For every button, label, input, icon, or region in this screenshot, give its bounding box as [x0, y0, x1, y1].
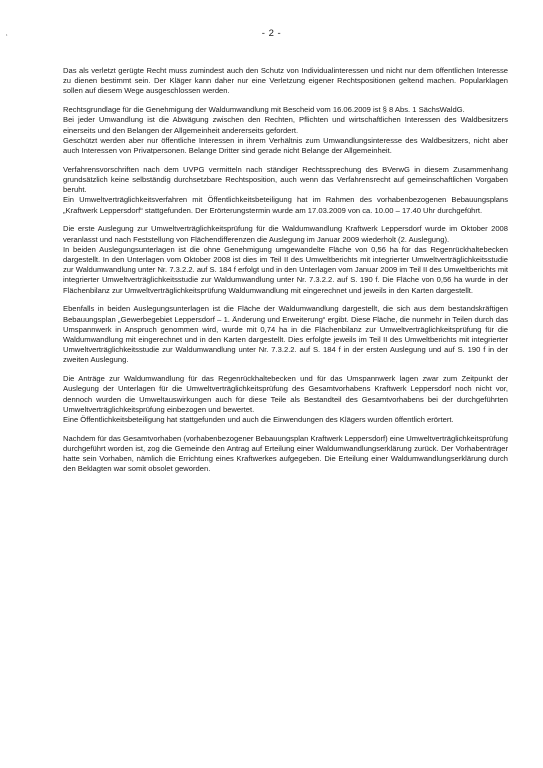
text-line: Verfahrensvorschriften nach dem UVPG vermitteln nach ständiger Rechtssprechung des BVerwG in diesem Zusammenhang grundsätzlich keine selbständig durchsetzbare Rechtsposition, auch wenn das Verfahrensrecht auf gemeinschaftlichen Vorgaben beruht.	[63, 164, 508, 195]
page-number: - 2 -	[261, 28, 282, 39]
text-line: Ein Umweltverträglichkeitsverfahren mit Öffentlichkeitsbeteiligung hat im Rahmen des vorhabenbezogenen Bebauungsplans „Kraftwerk Leppersdorf“ stattgefunden. Der Erörterungstermin wurde am 17.03.2009 von ca. 10.00 – 17.40 Uhr durchgeführt.	[63, 195, 508, 215]
text-line: Eine Öffentlichkeitsbeteiligung hat stattgefunden und auch die Einwendungen des Klägers wurden öffentlich erörtert.	[63, 415, 454, 425]
paragraph-3	[63, 165, 508, 216]
paragraph-4	[63, 224, 508, 295]
text-line: Die erste Auslegung zur Umweltverträglichkeitsprüfung für die Waldumwandlung Kraftwerk Leppersdorf wurde im Oktober 2008 veranlasst und nach Feststellung von Flächendifferenzen die Auslegung im Januar 2009 wiederholt (2. Auslegung).	[63, 224, 508, 244]
text-line: Bei jeder Umwandlung ist die Abwägung zwischen den Rechten, Pflichten und wirtschaftlichen Interessen des Waldbesitzers einerseits und den Belangen der Allgemeinheit andererseits gefordert.	[63, 115, 508, 135]
text-line: Nachdem für das Gesamtvorhaben (vorhabenbezogener Bebauungsplan Kraftwerk Leppersdorf) eine Umweltverträglichkeitsprüfung durchgeführt worden ist, zog die Gemeinde den Antrag auf Erteilung einer Waldumwandlungserklärung zurück. Der Vorhabenträger hatte sein Vorhaben, nämlich die Errichtung eines Kraftwerkes aufgegeben. Die Erteilung einer Waldumwandlungserklärung durch den Beklagten war somit obsolet geworden.	[63, 433, 508, 474]
text-line: Rechtsgrundlage für die Genehmigung der Waldumwandlung mit Bescheid vom 16.06.2009 ist § 8 Abs. 1 SächsWaldG.	[63, 105, 465, 115]
text-line: Ebenfalls in beiden Auslegungsunterlagen ist die Fläche der Waldumwandlung dargestellt, die sich aus dem bestandskräftigen Bebauungsplan „Gewerbegebiet Leppersdorf – 1. Änderung und Erweiterung“ ergibt. Diese Fläche, die nunmehr in Teilen durch das Umspannwerk in Anspruch genommen wird, wurde mit 0,74 ha in die Flächenbilanz zur Umweltverträglichkeitsprüfung für die Waldumwandlung mit eingerechnet und in den Karten dargestellt. Dies erfolgte jeweils im Teil II des Umweltberichts mit integrierter Umweltverträglichkeitsstudie zur Waldumwandlung unter Nr. 7.3.2.2. auf S. 184 f in der ersten Auslegung und auf S. 190 f in der zweiten Auslegung.	[63, 304, 508, 365]
margin-mark: ‘	[6, 34, 8, 41]
paragraph-1	[63, 66, 508, 97]
paragraph-7	[63, 434, 508, 475]
paragraph-2	[63, 105, 508, 156]
text-line: Die Anträge zur Waldumwandlung für das Regenrückhaltebecken und für das Umspannwerk lagen zwar zum Zeitpunkt der Auslegung der Unterlagen für die Umweltverträglichkeitsprüfung des Gesamtvorhabens Kraftwerk Leppersdorf noch nicht vor, dennoch wurden die Umweltauswirkungen auch für diese Teile als Bestandteil des Gesamtvorhabens bei der durchgeführten Umweltverträglichkeitsprüfung einbezogen und bewertet.	[63, 374, 508, 414]
text-line: In beiden Auslegungsunterlagen ist die ohne Genehmigung umgewandelte Fläche von 0,56 ha für das Regenrückhaltebecken dargestellt. In den Unterlagen vom Oktober 2008 ist dies im Teil II des Umweltberichts mit integrierter Umweltverträglichkeitsstudie zur Waldumwandlung unter Nr. 7.3.2.2. auf S. 184 f erfolgt und in den Unterlagen vom Januar 2009 im Teil II des Umweltberichts mit integrierter Umweltverträglichkeitsstudie zur Waldumwandlung unter Nr. 7.3.2.2. auf S. 190 f. Die Fläche von 0,56 ha wurde in der Flächenbilanz zur Umweltverträglichkeitsprüfung Waldumwandlung mit eingerechnet und jeweils in den Karten dargestellt.	[63, 244, 508, 295]
paragraph-6	[63, 374, 508, 425]
text-line: Das als verletzt gerügte Recht muss zumindest auch den Schutz von Individualinteressen und nicht nur dem öffentlichen Interesse zu dienen bestimmt sein. Der Kläger kann daher nur eine Verletzung eigener Rechtspositionen geltend machen. Popularklagen sollen auf diesem Wege ausgeschlossen werden.	[63, 66, 508, 96]
body-text	[63, 66, 508, 483]
text-line: Geschützt werden aber nur öffentliche Interessen in ihrem Verhältnis zum Umwandlungsinteresse des Waldbesitzers, nicht aber auch Interessen von Privatpersonen. Belange Dritter sind gerade nicht Belange der Allgemeinheit.	[63, 135, 508, 156]
paragraph-5	[63, 304, 508, 365]
